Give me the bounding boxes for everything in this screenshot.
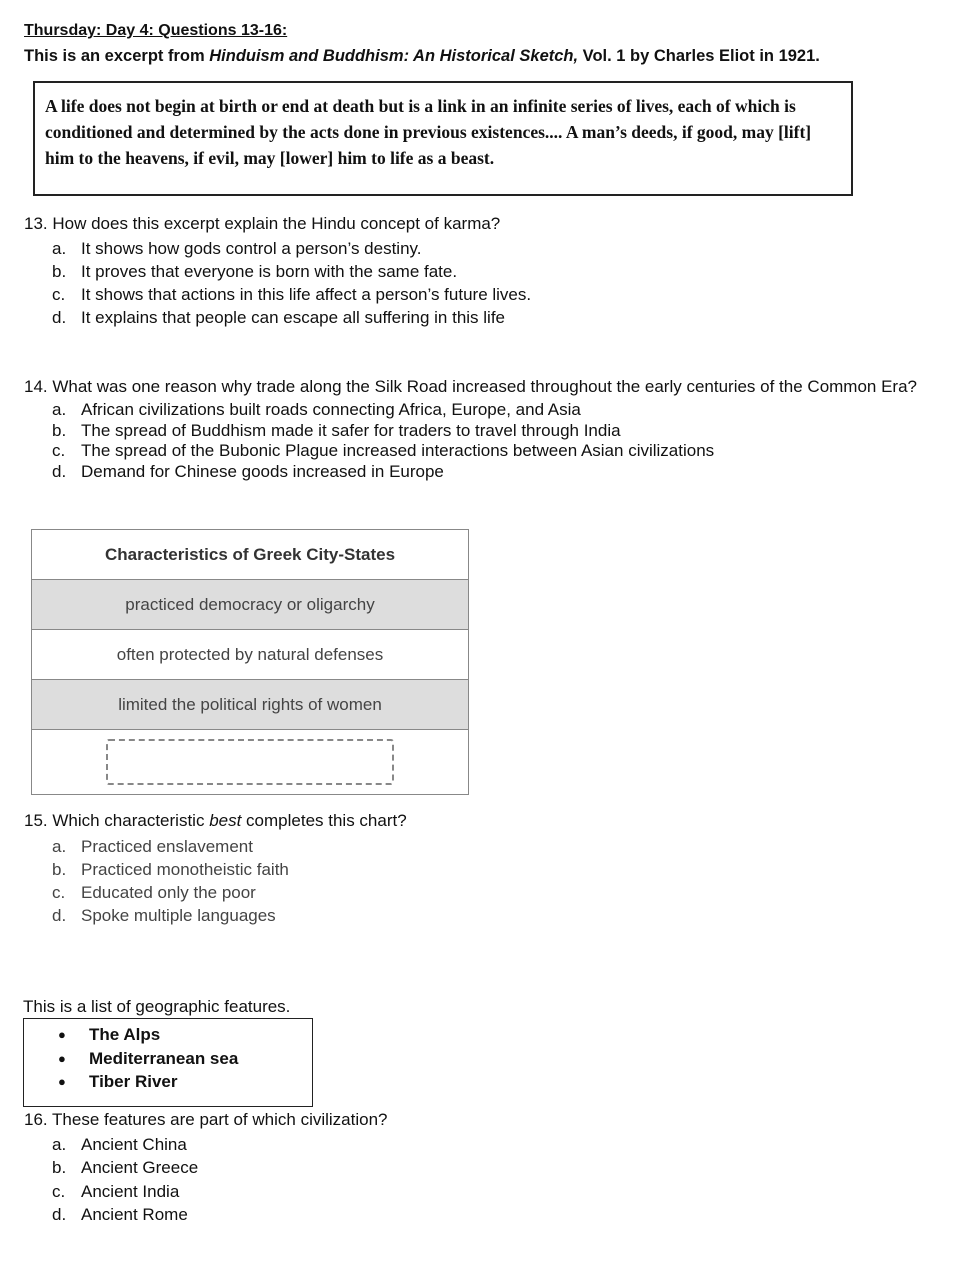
option: b. The spread of Buddhism made it safer for traders to travel through India — [52, 420, 621, 440]
question-15: 15. Which characteristic best completes this chart? — [24, 811, 407, 830]
excerpt-quote: A life does not begin at birth or end at death but is a link in an infinite series of lives, each of which is conditioned and determined by the acts done in previous existences.... A man’s deeds, if good, may [lift] him to the heavens, if evil, may [lower] him to life as a beast. — [33, 81, 853, 196]
chart-blank-row — [32, 730, 468, 794]
option: a. Practiced enslavement — [52, 837, 253, 856]
option: c. Ancient India — [52, 1181, 180, 1201]
feature-item: ● The Alps — [24, 1025, 312, 1049]
option: d. Demand for Chinese goods increased in Europe — [52, 461, 444, 481]
features-intro: This is a list of geographic features. — [23, 997, 291, 1016]
page-title: Thursday: Day 4: Questions 13-16: — [24, 22, 288, 39]
q14-options — [24, 400, 714, 482]
option: a. African civilizations built roads connecting Africa, Europe, and Asia — [52, 400, 581, 419]
blank-placeholder — [106, 739, 394, 785]
option: b. Practiced monotheistic faith — [52, 860, 289, 879]
option: d. It explains that people can escape all suffering in this life — [52, 308, 506, 327]
q16-options — [24, 1133, 198, 1226]
chart-row: often protected by natural defenses — [32, 630, 468, 680]
option: a. Ancient China — [52, 1135, 187, 1154]
option: d. Spoke multiple languages — [52, 906, 276, 925]
option: b. It proves that everyone is born with the same fate. — [52, 262, 458, 281]
intro-text: This is an excerpt from — [24, 47, 210, 65]
option: a. It shows how gods control a person’s destiny. — [52, 239, 422, 258]
option: c. It shows that actions in this life affect a person’s future lives. — [52, 285, 532, 304]
features-box — [23, 1018, 313, 1107]
question-16: 16. These features are part of which civilization? — [24, 1110, 388, 1129]
book-title: Hinduism and Buddhism: An Historical Sketch, — [209, 47, 579, 65]
option: d. Ancient Rome — [52, 1204, 188, 1224]
feature-item: ● Mediterranean sea — [24, 1049, 312, 1073]
q13-options — [24, 237, 531, 329]
chart-header: Characteristics of Greek City-States — [32, 530, 468, 580]
greek-city-states-chart — [31, 529, 469, 795]
feature-item: ● Tiber River — [24, 1072, 312, 1096]
option: c. Educated only the poor — [52, 883, 256, 902]
question-14: 14. What was one reason why trade along the Silk Road increased throughout the early centuries of the Common Era? — [24, 377, 918, 396]
option: c. The spread of the Bubonic Plague increased interactions between Asian civilizations — [52, 441, 715, 460]
intro-text-end: Vol. 1 by Charles Eliot in 1921. — [578, 47, 820, 65]
option: b. Ancient Greece — [52, 1158, 199, 1178]
excerpt-intro — [24, 47, 820, 66]
chart-row: practiced democracy or oligarchy — [32, 580, 468, 630]
q15-options — [24, 835, 289, 927]
chart-row: limited the political rights of women — [32, 680, 468, 730]
question-13: 13. How does this excerpt explain the Hindu concept of karma? — [24, 214, 501, 233]
